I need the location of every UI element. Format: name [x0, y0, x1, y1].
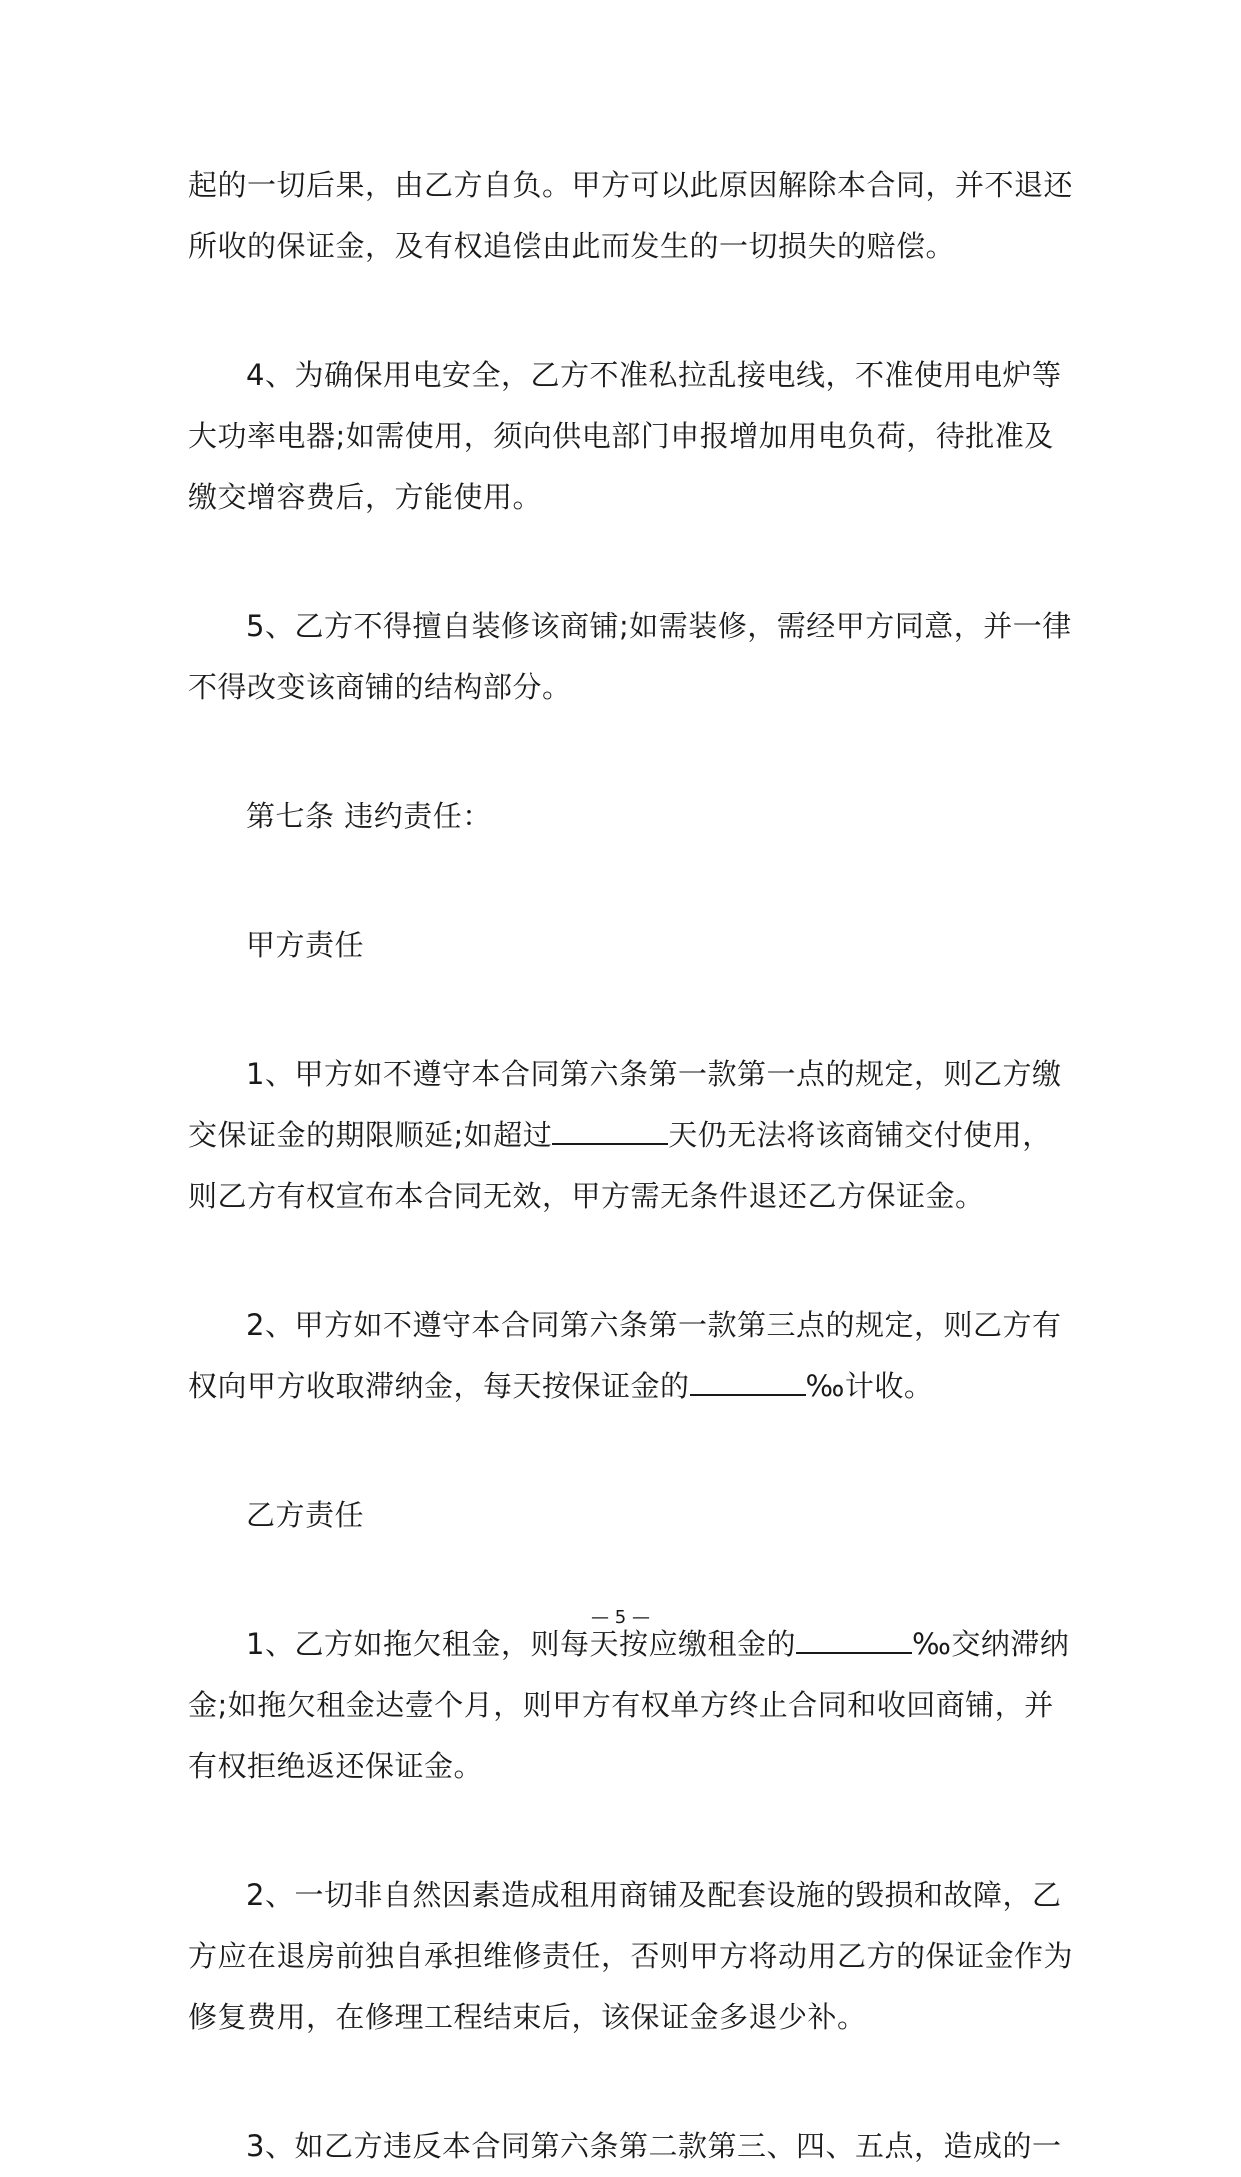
text-line: 不得改变该商铺的结构部分。	[188, 670, 572, 704]
text-line: 方应在退房前独自承担维修责任，否则甲方将动用乙方的保证金作为	[188, 1939, 1074, 1973]
text-line: 5、乙方不得擅自装修该商铺;如需装修，需经甲方同意，并一律	[246, 609, 1072, 643]
text-line: 起的一切后果，由乙方自负。甲方可以此原因解除本合同，并不退还	[188, 168, 1074, 202]
text-line: 所收的保证金，及有权追偿由此而发生的一切损失的赔偿。	[188, 229, 956, 263]
page-number: — 5 —	[591, 1607, 650, 1628]
paragraph-gap	[188, 1227, 1058, 1295]
paragraph-gap	[188, 1417, 1058, 1485]
text-line: 有权拒绝返还保证金。	[188, 1749, 484, 1783]
fill-in-blank	[796, 1626, 912, 1654]
text-segment: 权向甲方收取滞纳金，每天按保证金的	[188, 1369, 690, 1403]
text-line: 缴交增容费后，方能使用。	[188, 480, 543, 514]
text-line: 4、为确保用电安全，乙方不准私拉乱接电线，不准使用电炉等	[246, 358, 1062, 392]
text-line: 2、一切非自然因素造成租用商铺及配套设施的毁损和故障，乙	[246, 1878, 1062, 1912]
text-line	[188, 1105, 1058, 1166]
text-segment: 1、乙方如拖欠租金，则每天按应缴租金的	[246, 1627, 796, 1661]
text-line: 大功率电器;如需使用，须向供电部门申报增加用电负荷，待批准及	[188, 419, 1054, 453]
paragraph-gap	[188, 2048, 1058, 2116]
document-body	[188, 155, 1074, 2177]
text-line: 则乙方有权宣布本合同无效，甲方需无条件退还乙方保证金。	[188, 1179, 985, 1213]
text-line: 3、如乙方违反本合同第六条第二款第三、四、五点，造成的一	[246, 2129, 1062, 2163]
text-segment: 交保证金的期限顺延;如超过	[188, 1118, 553, 1152]
text-line: 1、甲方如不遵守本合同第六条第一款第一点的规定，则乙方缴	[246, 1057, 1062, 1091]
paragraph-gap	[188, 718, 1058, 786]
paragraph-gap	[188, 847, 1058, 915]
paragraph-gap	[188, 1797, 1058, 1865]
text-line: 金;如拖欠租金达壹个月，则甲方有权单方终止合同和收回商铺，并	[188, 1688, 1054, 1722]
fill-in-blank	[552, 1117, 668, 1145]
text-segment: 天仍无法将该商铺交付使用，	[668, 1118, 1052, 1152]
paragraph-gap	[188, 277, 1058, 345]
paragraph-gap	[188, 528, 1058, 596]
paragraph-gap	[188, 976, 1058, 1044]
text-segment: ‰交纳滞纳	[911, 1627, 1070, 1661]
text-line: 修复费用，在修理工程结束后，该保证金多退少补。	[188, 2000, 867, 2034]
text-line: 乙方责任	[246, 1498, 365, 1532]
text-line: 第七条 违约责任：	[246, 799, 492, 833]
text-segment: ‰计收。	[805, 1369, 934, 1403]
text-line: 甲方责任	[246, 928, 365, 962]
paragraph-gap	[188, 1546, 1058, 1614]
text-line: 2、甲方如不遵守本合同第六条第一款第三点的规定，则乙方有	[246, 1308, 1062, 1342]
fill-in-blank	[690, 1368, 806, 1396]
text-line	[188, 1356, 1058, 1417]
